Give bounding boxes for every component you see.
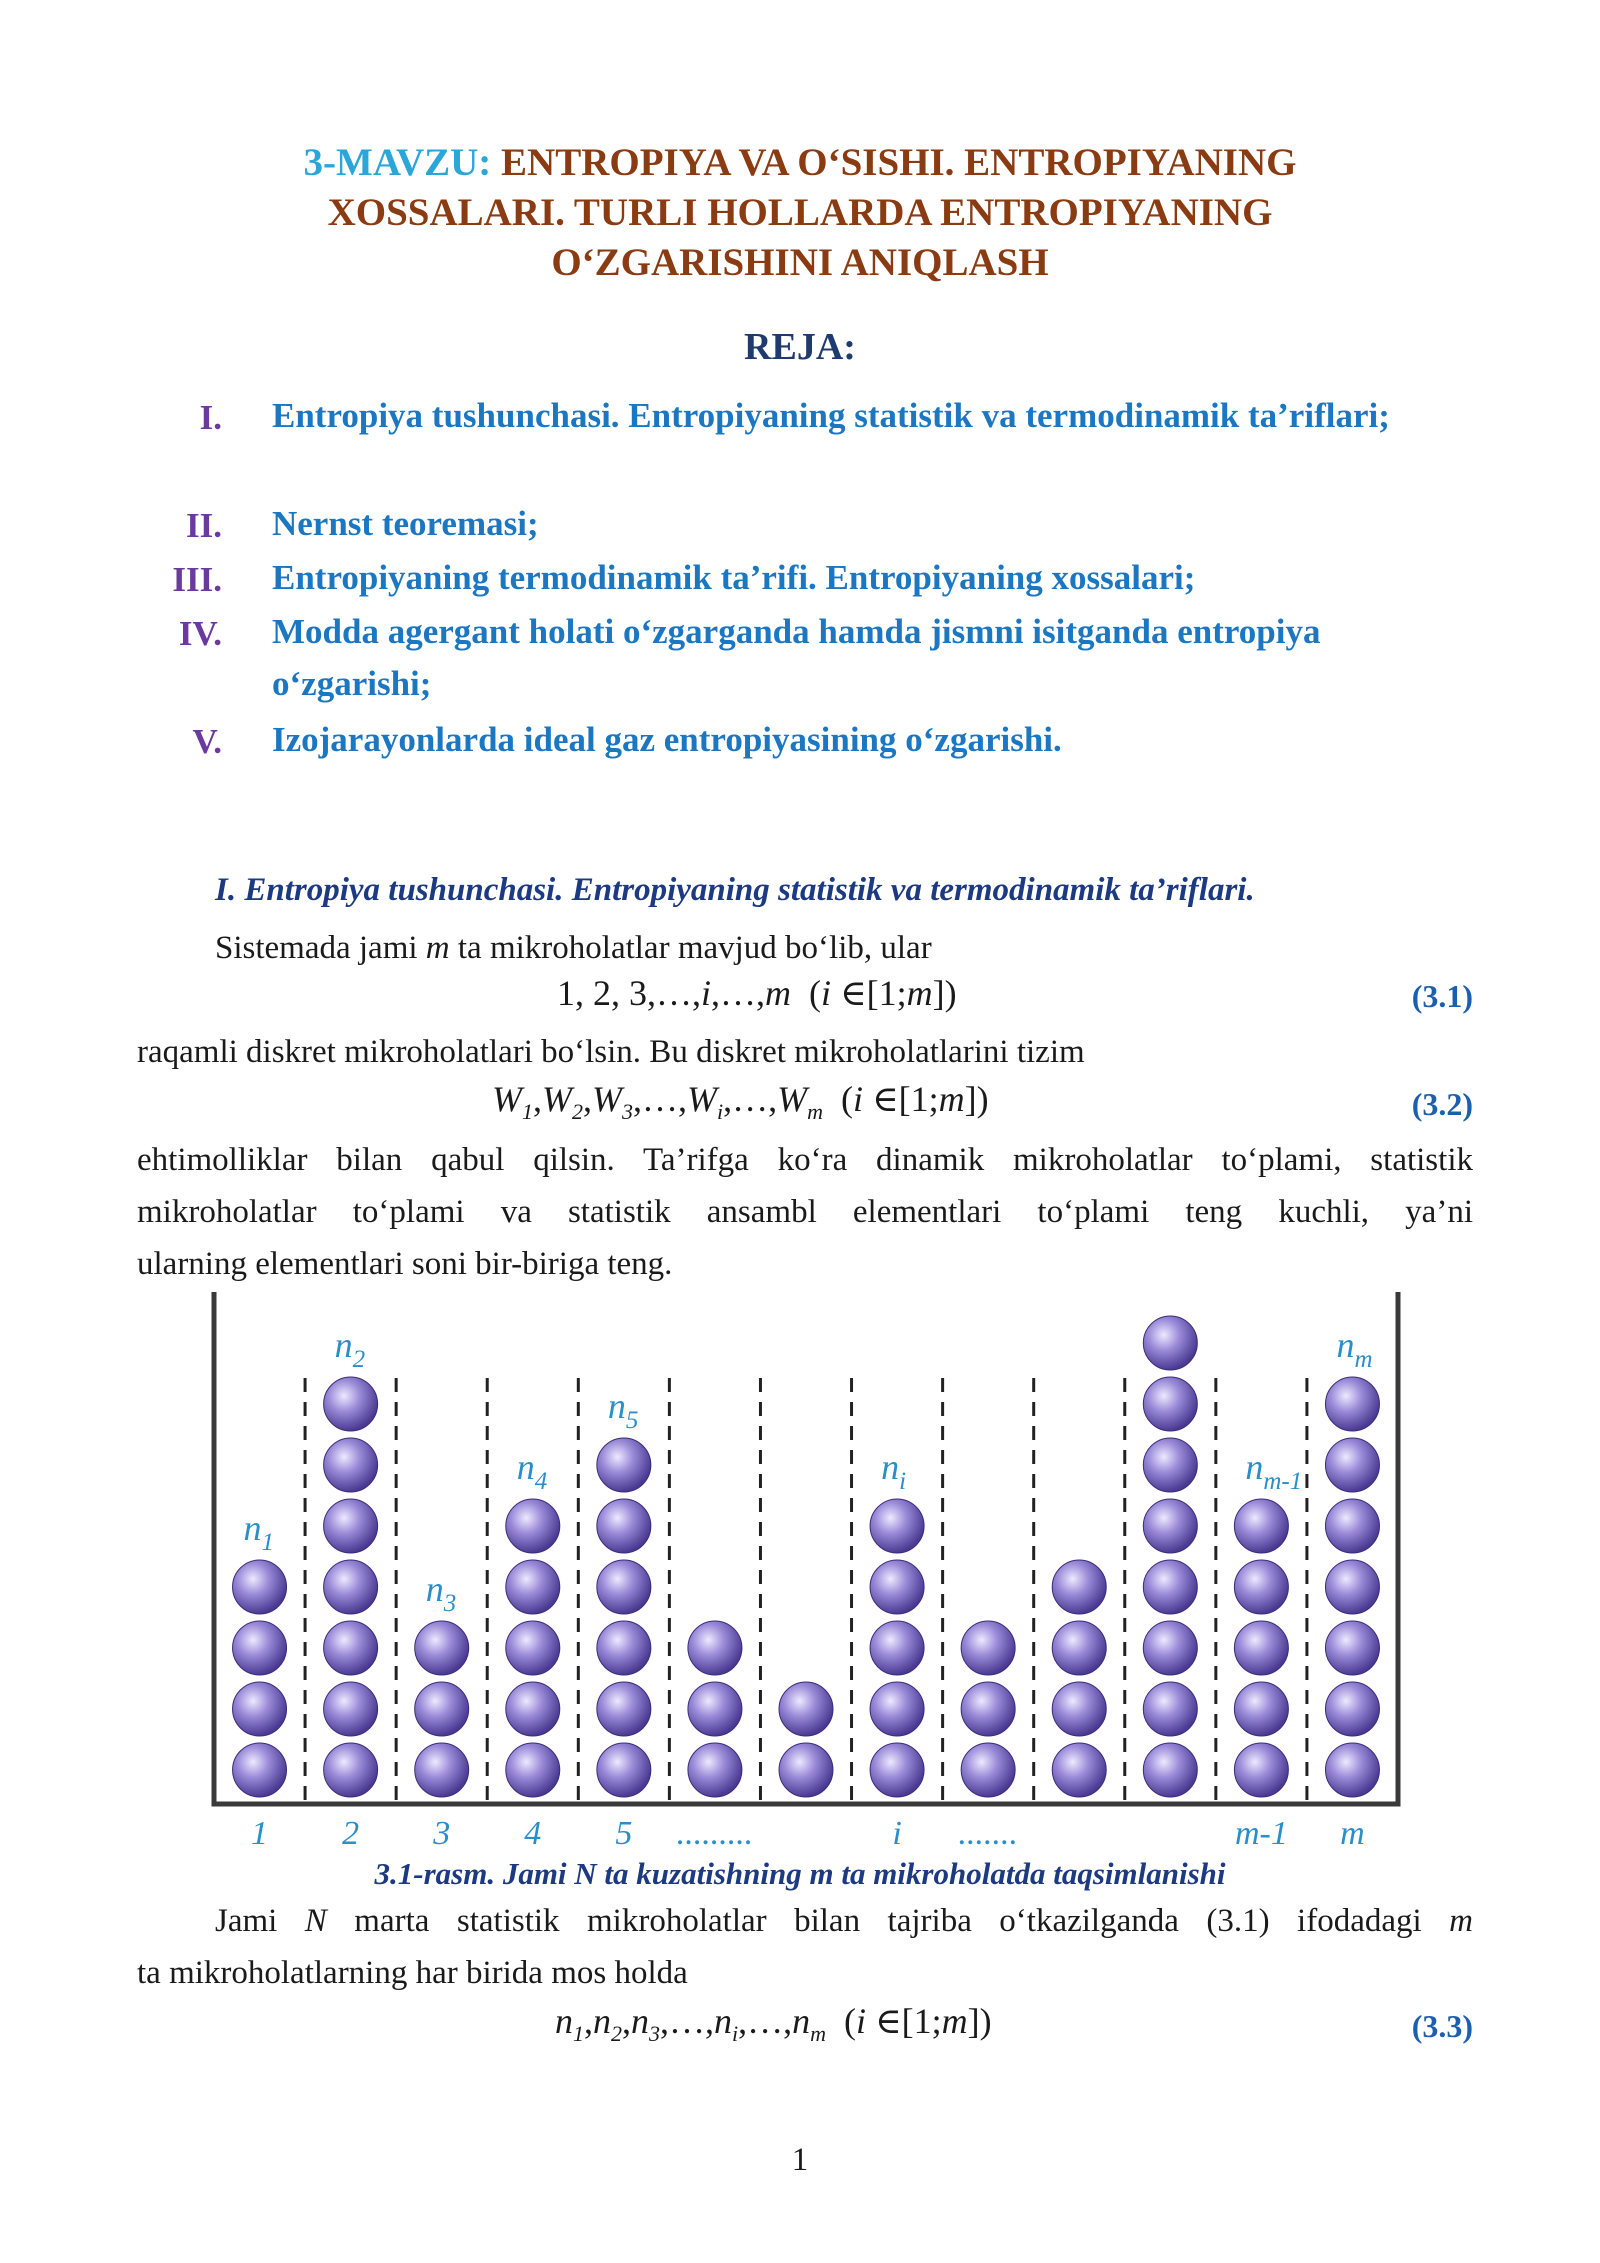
plan-item-number: V.: [192, 722, 222, 761]
ball: [1325, 1438, 1379, 1492]
paragraph-line: ta mikroholatlarning har birida mos holda: [137, 1955, 688, 1991]
column-index-label: 3: [433, 1815, 451, 1852]
column-index-label: 5: [615, 1815, 633, 1852]
ball: [597, 1682, 651, 1736]
ball: [1143, 1499, 1197, 1553]
equation-3-3: $n_1,n_2,n_3,\dots,n_i,\dots,n_m$ (i ∈[1;m]): [555, 2001, 992, 2047]
figure-caption: 3.1-rasm. Jami N ta kuzatishning m ta mikroholatda taqsimlanishi: [374, 1856, 1226, 1891]
ball: [597, 1438, 651, 1492]
ball: [506, 1499, 560, 1553]
ball: [961, 1743, 1015, 1797]
ball: [779, 1682, 833, 1736]
occupation-label-subscript: 2: [352, 1346, 366, 1373]
equation-3-1: 1, 2, 3,…,i,…,m (i ∈[1;m]): [557, 973, 957, 1013]
column-index-label: 2: [342, 1815, 360, 1852]
ball: [597, 1499, 651, 1553]
column-index-label: m: [1340, 1815, 1365, 1852]
ball: [1052, 1621, 1106, 1675]
ball: [415, 1743, 469, 1797]
math-m: m: [1449, 1903, 1473, 1939]
ball: [415, 1682, 469, 1736]
plan-item-number: IV.: [178, 614, 222, 653]
occupation-label: $n_1$: [243, 1508, 275, 1556]
ball: [324, 1621, 378, 1675]
ball: [1143, 1743, 1197, 1797]
column-index-label: .......: [958, 1815, 1018, 1852]
ball: [870, 1621, 924, 1675]
ball: [1325, 1560, 1379, 1614]
plan-item-text: Entropiya tushunchasi. Entropiyaning statistik va termodinamik ta’riflari;: [272, 396, 1390, 435]
ball: [961, 1682, 1015, 1736]
paragraph-line: mikroholatlar to‘plami va statistik ansambl elementlari to‘plami teng kuchli, ya’ni: [137, 1194, 1473, 1230]
equation-number: (3.2): [1411, 1086, 1473, 1122]
ball: [1234, 1621, 1288, 1675]
paragraph-line: [215, 1895, 1473, 1947]
title-line-2: XOSSALARI. TURLI HOLLARDA ENTROPIYANING: [327, 191, 1273, 234]
column-index-label: 4: [524, 1815, 542, 1852]
equation-3-2: $W_1,W_2,W_3,\dots,W_i,\dots,W_m$ (i ∈[1;m]): [492, 1079, 989, 1125]
paragraph-text: Jami: [215, 1903, 305, 1939]
column-index-label: .........: [676, 1815, 754, 1852]
plan-heading: REJA:: [744, 326, 856, 368]
figure-top-labels: [244, 1325, 1373, 1617]
ball: [324, 1682, 378, 1736]
ball: [597, 1743, 651, 1797]
ball: [1325, 1743, 1379, 1797]
paragraph-line: ehtimolliklar bilan qabul qilsin. Ta’rifga ko‘ra dinamik mikroholatlar to‘plami, statistik: [137, 1142, 1473, 1178]
occupation-label: $n_m$: [1336, 1325, 1373, 1373]
paragraph-line: ularning elementlari soni bir-biriga teng.: [137, 1246, 673, 1282]
ball: [870, 1499, 924, 1553]
ball: [324, 1438, 378, 1492]
page-number: 1: [791, 2142, 809, 2178]
occupation-label-subscript: m: [1354, 1346, 1373, 1373]
ball: [1052, 1682, 1106, 1736]
ball: [324, 1560, 378, 1614]
ball: [1143, 1316, 1197, 1370]
ball: [1234, 1682, 1288, 1736]
ball: [233, 1743, 287, 1797]
title-line-1-text: ENTROPIYA VA O‘SISHI. ENTROPIYANING: [501, 141, 1297, 184]
ball: [506, 1743, 560, 1797]
plan-item-text: Entropiyaning termodinamik ta’rifi. Entropiyaning xossalari;: [272, 558, 1196, 597]
title-line-3: O‘ZGARISHINI ANIQLASH: [551, 241, 1049, 284]
section-heading: I. Entropiya tushunchasi. Entropiyaning statistik va termodinamik ta’riflari.: [215, 872, 1255, 908]
paragraph-text: ta mikroholatlar mavjud bo‘lib, ular: [449, 930, 932, 966]
figure-balls: [233, 1316, 1380, 1797]
occupation-label: $n_{m-1}$: [1245, 1447, 1303, 1495]
equation-number: (3.3): [1411, 2008, 1473, 2044]
ball: [233, 1560, 287, 1614]
ball: [870, 1743, 924, 1797]
occupation-label: $n_3$: [425, 1569, 457, 1617]
occupation-label: $n_4$: [516, 1447, 548, 1495]
ball: [688, 1743, 742, 1797]
ball: [1143, 1377, 1197, 1431]
ball: [1143, 1438, 1197, 1492]
ball: [324, 1377, 378, 1431]
ball: [506, 1682, 560, 1736]
ball: [1143, 1621, 1197, 1675]
occupation-label-subscript: m-1: [1263, 1468, 1303, 1495]
ball: [779, 1743, 833, 1797]
occupation-label: $n_5$: [607, 1386, 639, 1434]
ball: [1325, 1499, 1379, 1553]
ball: [1234, 1560, 1288, 1614]
title-topic-number: 3-MAVZU:: [303, 141, 492, 184]
paragraph-text: Sistemada jami: [215, 930, 426, 966]
occupation-label-subscript: i: [899, 1468, 907, 1495]
occupation-label-subscript: 5: [625, 1407, 639, 1434]
ball: [1234, 1743, 1288, 1797]
ball: [1325, 1621, 1379, 1675]
ball: [1052, 1560, 1106, 1614]
ball: [1143, 1560, 1197, 1614]
ball: [870, 1682, 924, 1736]
ball: [597, 1560, 651, 1614]
figure-bottom-labels: [251, 1815, 1365, 1852]
ball: [324, 1743, 378, 1797]
plan-item-number: I.: [199, 398, 222, 437]
ball: [506, 1560, 560, 1614]
paragraph-text: raqamli diskret mikroholatlari bo‘lsin. Bu diskret mikroholatlarini tizim: [137, 1034, 1085, 1070]
plan-item-number: II.: [186, 506, 222, 545]
plan-item-text: Izojarayonlarda ideal gaz entropiyasining o‘zgarishi.: [272, 720, 1062, 759]
ball: [870, 1560, 924, 1614]
ball: [1052, 1743, 1106, 1797]
math-m: m: [425, 930, 450, 966]
math-N: N: [304, 1903, 327, 1939]
occupation-label-subscript: 3: [443, 1590, 457, 1617]
occupation-label-subscript: 1: [261, 1529, 275, 1556]
ball: [961, 1621, 1015, 1675]
ball: [233, 1682, 287, 1736]
column-index-label: m-1: [1234, 1815, 1288, 1852]
ball: [1325, 1377, 1379, 1431]
equation-number: (3.1): [1411, 978, 1473, 1014]
column-index-label: i: [892, 1815, 902, 1852]
plan-item-text: Nernst teoremasi;: [272, 504, 539, 543]
occupation-label: $n_i$: [881, 1447, 907, 1495]
ball: [1325, 1682, 1379, 1736]
ball: [1143, 1682, 1197, 1736]
ball: [597, 1621, 651, 1675]
column-index-label: 1: [251, 1815, 269, 1852]
ball: [688, 1621, 742, 1675]
paragraph-text: marta statistik mikroholatlar bilan tajriba o‘tkazilganda (3.1) ifodadagi: [326, 1903, 1450, 1939]
plan-item-text: Modda agergant holati o‘zgarganda hamda jismni isitganda entropiya o‘zgarishi;: [272, 612, 1321, 703]
ball: [506, 1621, 560, 1675]
ball: [688, 1682, 742, 1736]
ball: [233, 1621, 287, 1675]
ball: [1234, 1499, 1288, 1553]
plan-item-number: III.: [172, 560, 222, 599]
occupation-label-subscript: 4: [534, 1468, 548, 1495]
occupation-label: $n_2$: [334, 1325, 366, 1373]
ball: [415, 1621, 469, 1675]
ball: [324, 1499, 378, 1553]
